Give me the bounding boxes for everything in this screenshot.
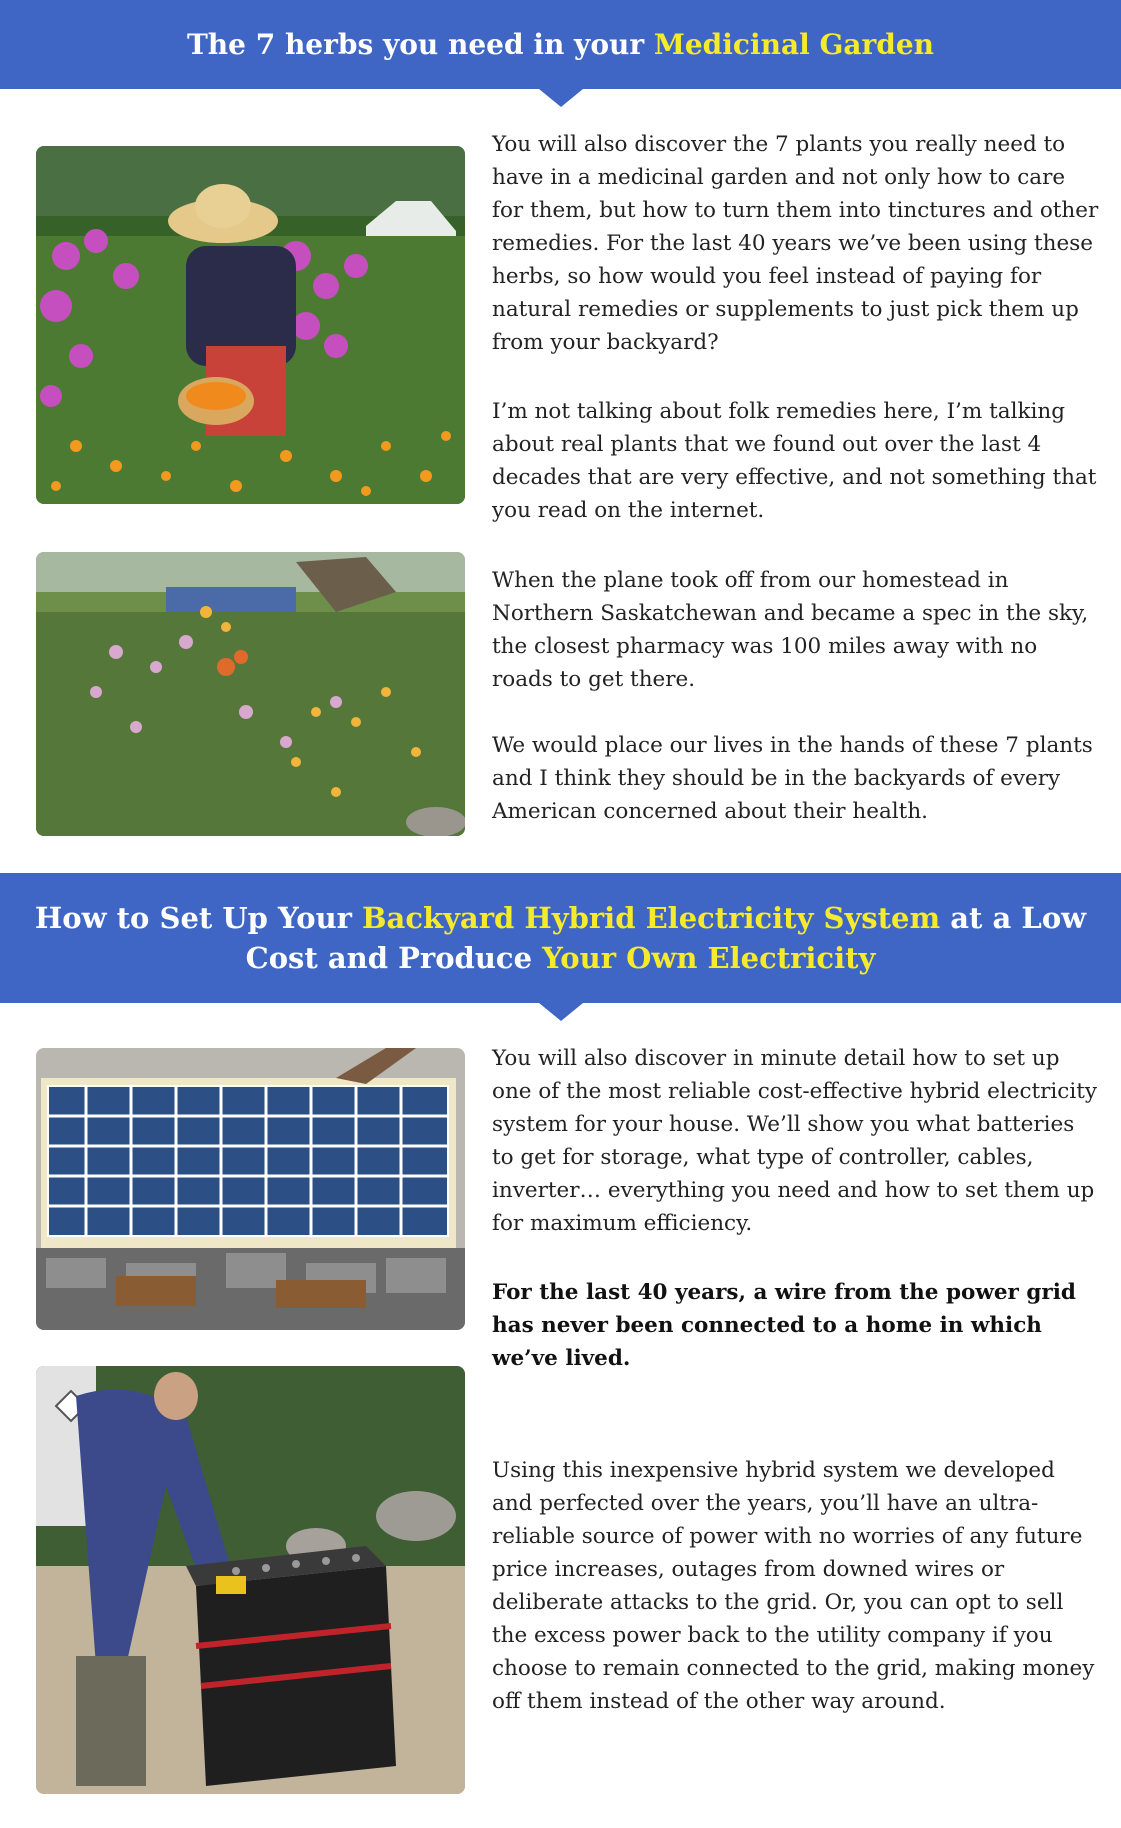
herbs-intro-text: [492, 128, 1102, 359]
hybrid-system-text: [492, 1042, 1102, 1240]
flower-garden-photo: [36, 552, 465, 836]
seven-plants-text: [492, 729, 1102, 828]
herbs-paragraph-4: We would place our lives in the hands of these 7 plants and I think they should be in the backyards of every American concerned about their health.: [492, 733, 1093, 824]
section-heading-herbs: [0, 0, 1121, 89]
homestead-text: [492, 564, 1102, 696]
section-heading-electricity: [0, 873, 1121, 1003]
heading-text-middle: at a Low Cost and Produce: [245, 901, 1087, 975]
herbs-paragraph-2: I’m not talking about folk remedies here, I’m talking about real plants that we found out over the last 4 decades that are very effective, and not something that you read on the internet.: [492, 399, 1097, 523]
garden-woman-photo: [36, 146, 465, 504]
heading-text: The 7 herbs you need in your: [186, 28, 654, 61]
heading-highlight-2: Your Own Electricity: [542, 941, 876, 975]
heading-text: How to Set Up Your: [34, 901, 363, 935]
solar-panel-photo: [36, 1048, 465, 1330]
heading-highlight-1: Backyard Hybrid Electricity System: [362, 901, 941, 935]
electricity-paragraph-2: For the last 40 years, a wire from the power grid has never been connected to a home in which we’ve lived.: [492, 1280, 1076, 1371]
electricity-paragraph-3: Using this inexpensive hybrid system we developed and perfected over the years, you’ll have an ultra-reliable source of power with no worries of any future price increases, outages from downed wires or deliberate attacks to the grid. Or, you can opt to sell the excess power back to the utility company if you choose to remain connected to the grid, making money off them instead of the other way around.: [492, 1458, 1095, 1714]
herbs-paragraph-3: When the plane took off from our homestead in Northern Saskatchewan and became a spec in the sky, the closest pharmacy was 100 miles away with no roads to get there.: [492, 568, 1089, 692]
battery-bank-photo: [36, 1366, 465, 1794]
electricity-paragraph-1: You will also discover in minute detail how to set up one of the most reliable cost-effective hybrid electricity system for your house. We’ll show you what batteries to get for storage, what type of controller, cables, inverter… everything you need and how to set them up for maximum efficiency.: [492, 1046, 1098, 1236]
herbs-paragraph-1: You will also discover the 7 plants you really need to have in a medicinal garden and not only how to care for them, but how to turn them into tinctures and other remedies. For the last 40 years we’ve been using these herbs, so how would you feel instead of paying for natural remedies or supplements to just pick them up from your backyard?: [492, 132, 1099, 355]
no-grid-text: [492, 1276, 1102, 1375]
heading-highlight: Medicinal Garden: [653, 28, 935, 61]
sell-power-text: [492, 1454, 1102, 1718]
herbs-folk-text: [492, 395, 1102, 527]
